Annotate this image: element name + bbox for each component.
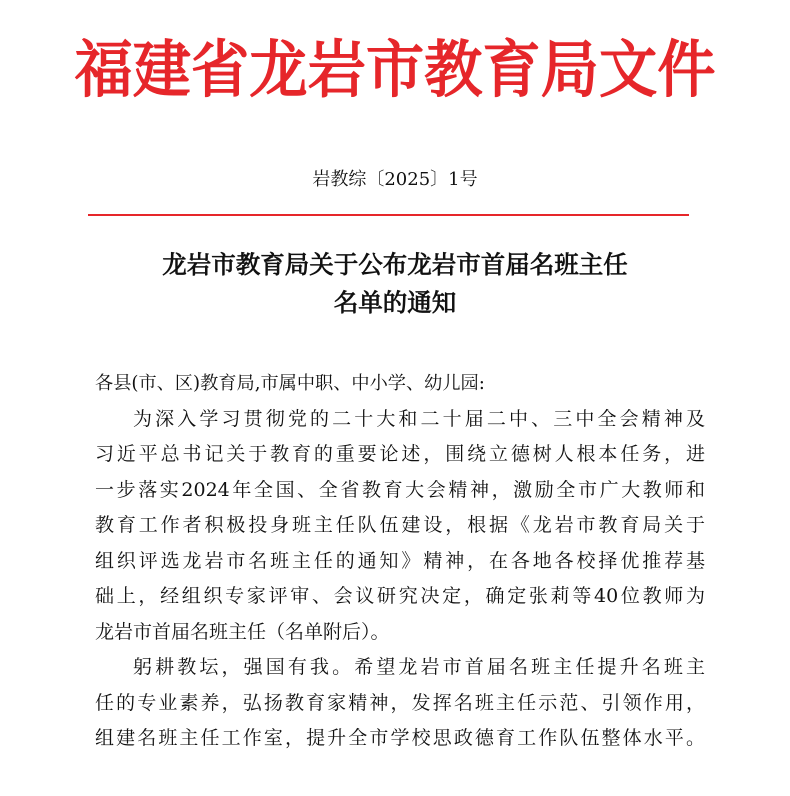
paragraph-1 [95,402,705,651]
document-number: 岩教综〔2025〕1号 [312,169,478,190]
paragraph-line: 组建名班主任工作室，提升全市学校思政德育工作队伍整体水平。 [95,727,705,749]
paragraph-line: 组织评选龙岩市名班主任的通知》精神，在各地各校择优推荐基 [95,549,705,572]
paragraph-line: 习近平总书记关于教育的重要论述，围绕立德树人根本任务，进 [95,443,705,465]
paragraph-line: 一步落实2024年全国、全省教育大会精神，激励全市广大教师和 [95,478,705,501]
salutation: 各县(市、区)教育局,市属中职、中小学、幼儿园: [95,373,485,394]
document-title [60,246,730,322]
document-body [95,366,705,757]
paragraph-line: 教育工作者积极投身班主任队伍建设，根据《龙岩市教育局关于 [95,514,705,536]
masthead-divider [88,214,689,216]
paragraph-line: 任的专业素养，弘扬教育家精神，发挥名班主任示范、引领作用， [95,691,705,714]
title-line-1: 龙岩市教育局关于公布龙岩市首届名班主任 [162,250,628,279]
paragraph-line: 为深入学习贯彻党的二十大和二十届二中、三中全会精神及 [133,407,705,430]
paragraph-line: 础上，经组织专家评审、会议研究决定，确定张莉等40位教师为 [95,585,705,607]
document-masthead: 福建省龙岩市教育局文件 [74,33,716,106]
paragraph-2 [95,650,705,757]
title-line-2: 名单的通知 [333,288,457,317]
paragraph-line: 躬耕教坛，强国有我。希望龙岩市首届名班主任提升名班主 [133,656,705,678]
paragraph-line: 龙岩市首届名班主任（名单附后）。 [95,620,390,643]
